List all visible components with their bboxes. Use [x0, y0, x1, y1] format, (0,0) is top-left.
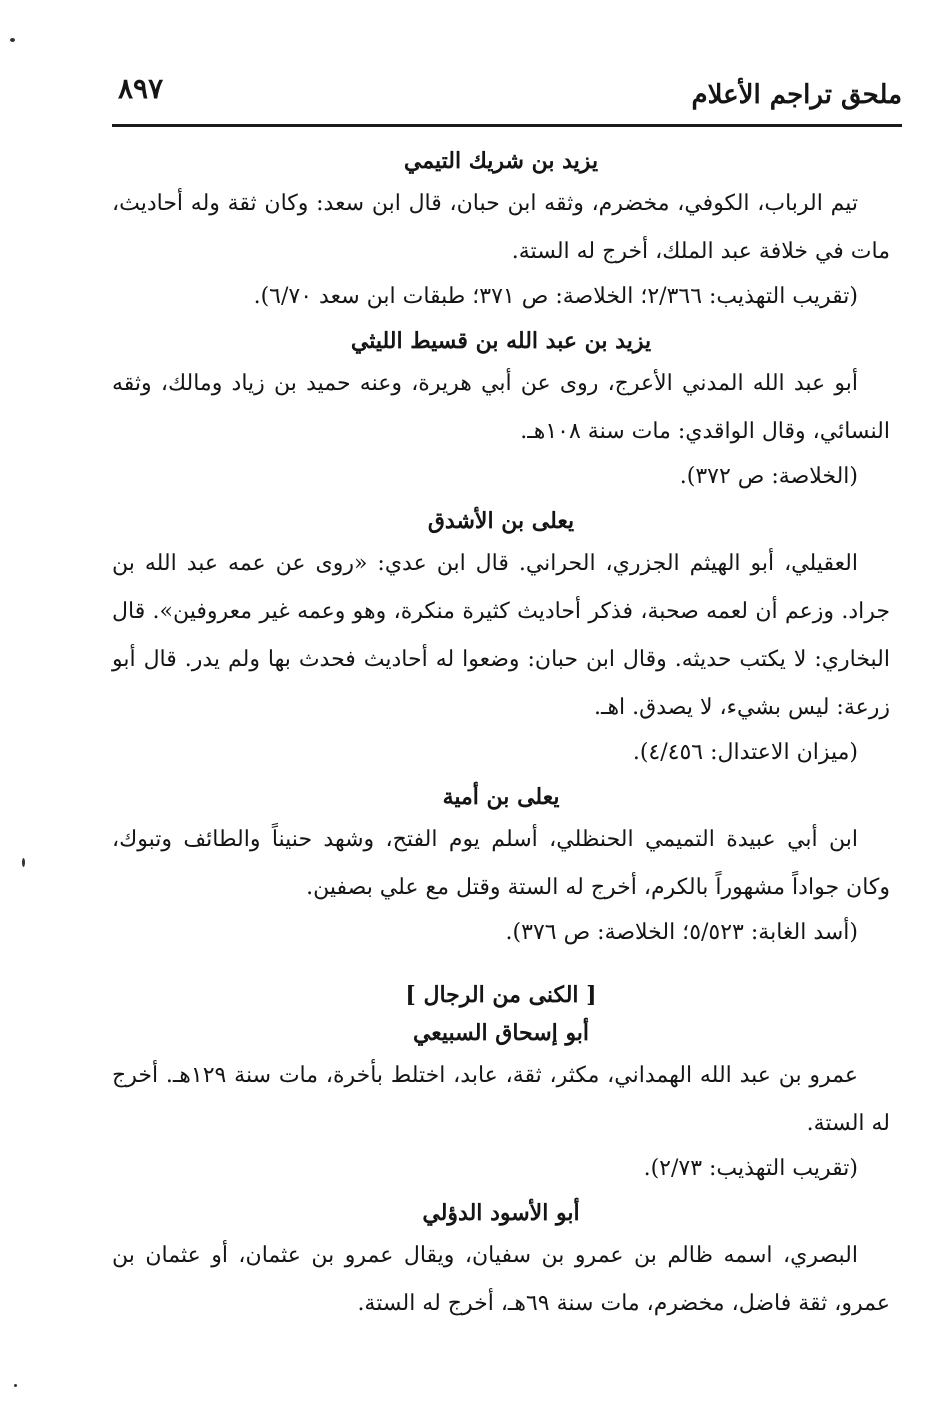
entry-text: عمرو بن عبد الله الهمداني، مكثر، ثقة، عابد، اختلط بأخرة، مات سنة ١٢٩هـ. أخرج له الستة.	[112, 1063, 890, 1136]
biography-entry	[112, 782, 890, 954]
entry-text: ابن أبي عبيدة التميمي الحنظلي، أسلم يوم الفتح، وشهد حنيناً والطائف وتبوك، وكان جواداً مشهوراً بالكرم، أخرج له الستة وقتل مع علي بصفين.	[112, 827, 890, 900]
running-title: ملحق تراجم الأعلام	[691, 80, 902, 110]
entry-name: يزيد بن عبد الله بن قسيط الليثي	[350, 328, 652, 354]
entry-name: يزيد بن شريك التيمي	[403, 148, 599, 174]
scan-speck	[14, 1384, 17, 1387]
entry-text: العقيلي، أبو الهيثم الجزري، الحراني. قال ابن عدي: «روى عن عمه عبد الله بن جراد. وزعم أن لعمه صحبة، فذكر أحاديث كثيرة منكرة، وهو وعمه غير معروفين». قال البخاري: لا يكتب حديثه. وقال ابن حبان: وضعوا له أحاديث فحدث بها ولم يدر. قال أبو زرعة: ليس بشيء، لا يصدق. اهـ.	[112, 551, 890, 720]
entry-name: يعلى بن أمية	[442, 784, 560, 810]
entry-reference: (الخلاصة: ص ٣٧٢).	[679, 464, 858, 489]
entry-name: أبو الأسود الدؤلي	[422, 1200, 580, 1226]
entry-text: تيم الرباب، الكوفي، مخضرم، وثقه ابن حبان، قال ابن سعد: وكان ثقة وله أحاديث، مات في خلافة عبد الملك، أخرج له الستة.	[112, 191, 890, 264]
biography-entry	[112, 1018, 890, 1190]
biography-entry	[112, 146, 890, 318]
entry-text: البصري، اسمه ظالم بن عمرو بن سفيان، ويقال عمرو بن عثمان، أو عثمان بن عمرو، ثقة فاضل، مخضرم، مات سنة ٦٩هـ، أخرج له الستة.	[112, 1243, 890, 1316]
entry-name: يعلى بن الأشدق	[427, 508, 575, 534]
scan-speck	[10, 38, 15, 42]
page-body	[112, 138, 890, 1328]
page-header	[112, 66, 902, 127]
biography-entry	[112, 1198, 890, 1328]
entry-text: أبو عبد الله المدني الأعرج، روى عن أبي هريرة، وعنه حميد بن زياد ومالك، وثقه النسائي، وقال الواقدي: مات سنة ١٠٨هـ.	[112, 371, 890, 444]
entry-reference: (أسد الغابة: ٥/٥٢٣؛ الخلاصة: ص ٣٧٦).	[505, 920, 858, 945]
entry-reference: (ميزان الاعتدال: ٤/٤٥٦).	[632, 740, 858, 765]
entry-name: أبو إسحاق السبيعي	[412, 1020, 590, 1046]
biography-entry	[112, 326, 890, 498]
section-heading: [ الكنى من الرجال ]	[405, 982, 597, 1008]
scan-speck	[22, 858, 25, 867]
page-number: ٨٩٧	[118, 72, 164, 105]
biography-entry	[112, 506, 890, 774]
entry-reference: (تقريب التهذيب: ٢/٣٦٦؛ الخلاصة: ص ٣٧١؛ طبقات ابن سعد ٦/٧٠).	[253, 284, 858, 309]
entry-reference: (تقريب التهذيب: ٢/٧٣).	[643, 1156, 858, 1181]
